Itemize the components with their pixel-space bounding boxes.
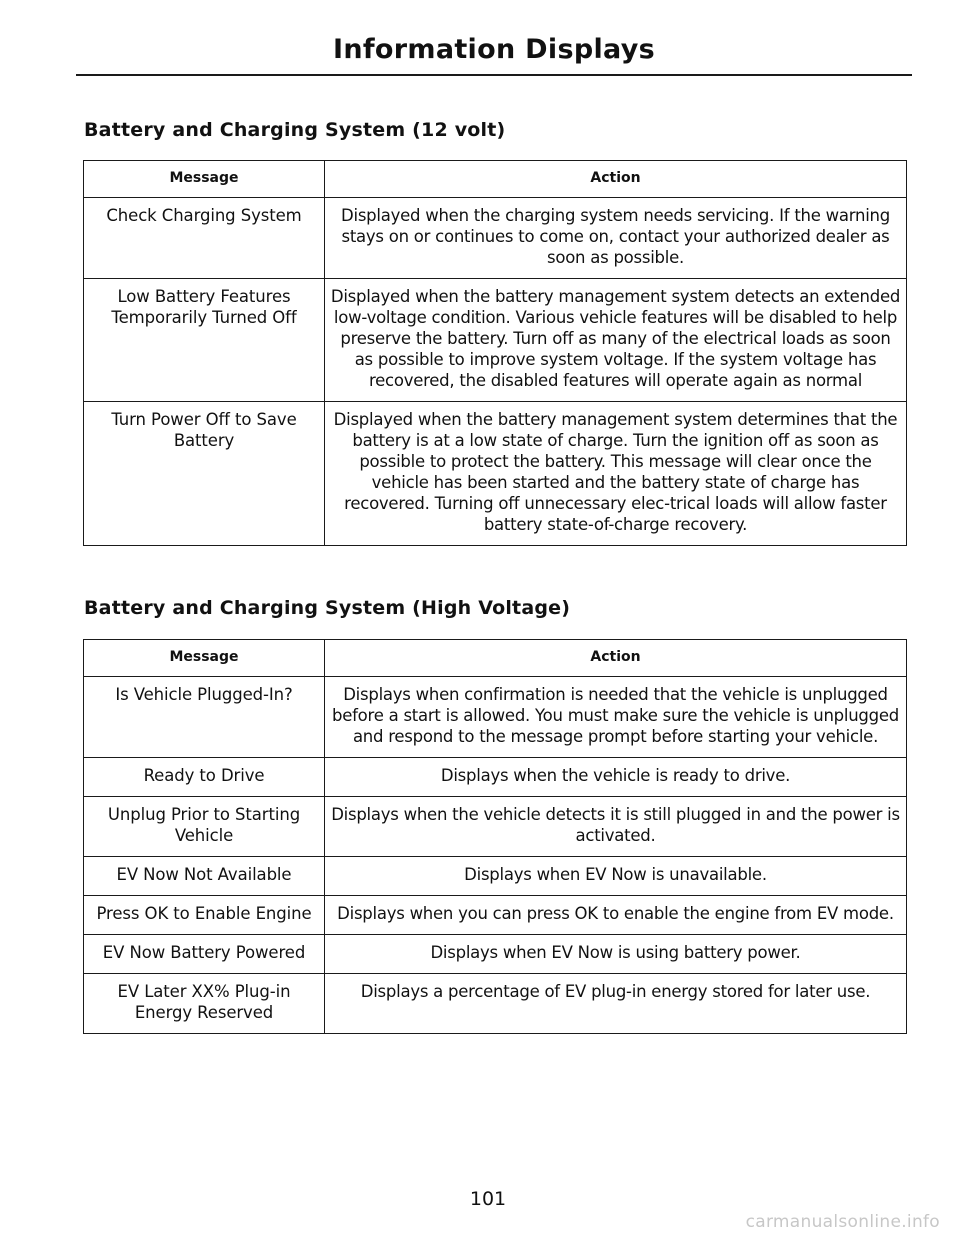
table-header-row <box>84 161 907 198</box>
message-cell: Is Vehicle Plugged-In? <box>84 677 325 758</box>
section-title-high-voltage: Battery and Charging System (High Voltage) <box>84 597 571 619</box>
table-row <box>84 974 907 1034</box>
action-cell: Displayed when the battery management system detects an extended low-voltage condition. Various vehicle features will be disabled to help preserve the battery. Turn off as many of the electrical loads as soon as possible to improve system voltage. If the system voltage has recovered, the disabled features will operate again as normal <box>325 279 907 402</box>
table-row <box>84 896 907 935</box>
action-cell: Displays when EV Now is using battery power. <box>325 935 907 974</box>
table-row <box>84 857 907 896</box>
page-title: Information Displays <box>333 34 655 65</box>
action-cell: Displays when the vehicle detects it is still plugged in and the power is activated. <box>325 797 907 857</box>
message-cell: Low Battery Features Temporarily Turned Off <box>84 279 325 402</box>
column-header-message: Message <box>84 640 325 677</box>
table-row <box>84 797 907 857</box>
page-number: 101 <box>469 1188 507 1210</box>
page-header <box>76 28 912 76</box>
table-row <box>84 758 907 797</box>
action-cell: Displays when you can press OK to enable the engine from EV mode. <box>325 896 907 935</box>
message-cell: Check Charging System <box>84 198 325 279</box>
section-title-12-volt: Battery and Charging System (12 volt) <box>84 119 506 141</box>
message-cell: EV Now Not Available <box>84 857 325 896</box>
table-row <box>84 279 907 402</box>
column-header-message: Message <box>84 161 325 198</box>
message-cell: Turn Power Off to Save Battery <box>84 402 325 546</box>
table-high-voltage <box>83 639 907 1034</box>
action-cell: Displays a percentage of EV plug-in energy stored for later use. <box>325 974 907 1034</box>
message-cell: Unplug Prior to Starting Vehicle <box>84 797 325 857</box>
message-cell: EV Later XX% Plug-in Energy Reserved <box>84 974 325 1034</box>
table-row <box>84 402 907 546</box>
table-row <box>84 677 907 758</box>
table-header-row <box>84 640 907 677</box>
action-cell: Displayed when the charging system needs servicing. If the warning stays on or continues to come on, contact your authorized dealer as soon as possible. <box>325 198 907 279</box>
action-cell: Displays when confirmation is needed that the vehicle is unplugged before a start is allowed. You must make sure the vehicle is unplugged and respond to the message prompt before starting your vehicle. <box>325 677 907 758</box>
action-cell: Displays when the vehicle is ready to drive. <box>325 758 907 797</box>
message-cell: Press OK to Enable Engine <box>84 896 325 935</box>
message-cell: EV Now Battery Powered <box>84 935 325 974</box>
column-header-action: Action <box>325 161 907 198</box>
column-header-action: Action <box>325 640 907 677</box>
action-cell: Displays when EV Now is unavailable. <box>325 857 907 896</box>
table-row <box>84 935 907 974</box>
action-cell: Displayed when the battery management system determines that the battery is at a low state of charge. Turn the ignition off as soon as possible to protect the battery. This message will clear once the vehicle has been started and the battery state of charge has recovered. Turning off unnecessary elec-trical loads will allow faster battery state-of-charge recovery. <box>325 402 907 546</box>
table-12-volt <box>83 160 907 546</box>
watermark: carmanualsonline.info <box>745 1212 940 1232</box>
table-row <box>84 198 907 279</box>
message-cell: Ready to Drive <box>84 758 325 797</box>
